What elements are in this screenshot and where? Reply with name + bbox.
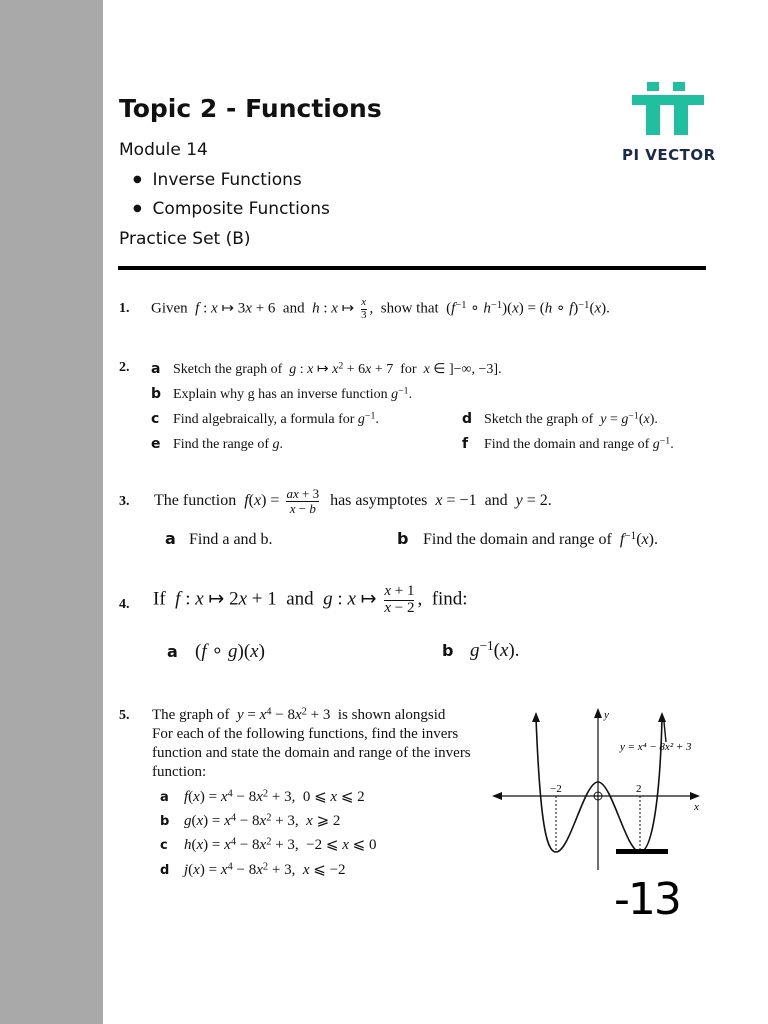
page-title: Topic 2 - Functions: [119, 94, 382, 123]
bullet-icon: ●: [133, 174, 142, 185]
question-2d: d Sketch the graph of $y = g^{-1}(x)$.: [462, 410, 658, 427]
y-axis-arrow-icon: [594, 708, 602, 718]
x-axis-arrow-left-icon: [492, 792, 502, 800]
left-margin-bar: [0, 0, 103, 1024]
question-number-5: 5.: [119, 708, 130, 723]
pi-vector-logo: [620, 80, 715, 170]
logo-mark-icon: [620, 80, 715, 140]
equation-label: y = x⁴ − 8x² + 3: [620, 741, 692, 753]
tick-label-neg: −2: [550, 783, 562, 795]
question-number-2: 2.: [119, 360, 130, 375]
handwritten-min-value: -13: [614, 874, 680, 925]
module-label: Module 14: [119, 140, 208, 160]
question-2f: f Find the domain and range of $g^{-1}$.: [462, 435, 674, 452]
question-4-text: If f : x ↦ 2x + 1 and g : x ↦ $\frac{x + 1}{x - 2}$ , find:: [153, 583, 468, 616]
question-4b: b $g^{-1}(x)$.: [442, 638, 520, 661]
x-axis-label: x: [694, 801, 699, 813]
x-axis-arrow-right-icon: [690, 792, 700, 800]
curve-arrow-left-icon: [532, 712, 540, 722]
tick-label-pos: 2: [636, 783, 642, 795]
equation-pointer: [664, 722, 666, 742]
question-2b: b Explain why g has an inverse function $g^{-1}$.: [151, 385, 413, 402]
question-number-1: 1.: [119, 301, 130, 316]
handwritten-min-bar: [616, 849, 668, 854]
curve-arrow-right-icon: [658, 712, 666, 722]
bullet-item-composite: ● Composite Functions: [133, 199, 330, 219]
question-3-text: The function f(x) = $\frac{ax + 3}{x - b}$ has asymptotes x = −1 and y = 2.: [154, 486, 552, 516]
question-5a: a $f(x) = x^4 - 8x^2 + 3$, 0 ⩽ x ⩽ 2: [160, 788, 365, 805]
question-2a: a Sketch the graph of g : x ↦ $x^2 + 6x + 7$ for x ∈ ]−∞, −3].: [151, 360, 502, 377]
question-2c: c Find algebraically, a formula for $g^{-1}$.: [151, 410, 379, 427]
bullet-icon: ●: [133, 203, 142, 214]
question-4a: a (f ∘ g)(x): [167, 641, 265, 662]
question-5c: c $h(x) = x^4 - 8x^2 + 3$, −2 ⩽ x ⩽ 0: [160, 836, 377, 853]
question-5b: b $g(x) = x^4 - 8x^2 + 3$, x ⩾ 2: [160, 812, 341, 829]
question-2e: e Find the range of g.: [151, 436, 284, 452]
question-1-text: Given f : x ↦ 3x + 6 and h : x ↦ $\frac{x}{3}$ , show that ($f^{-1}$ ∘ $h^{-1})(x) = (h$ ∘ f)$^{-1}$(x).: [151, 296, 610, 321]
question-3a: a Find a and b.: [165, 529, 273, 548]
logo-text: PI VECTOR: [622, 146, 716, 164]
question-3b: b Find the domain and range of $f^{-1}(x)$.: [397, 529, 658, 548]
practice-set-label: Practice Set (B): [119, 229, 251, 249]
question-5d: d $j(x) = x^4 - 8x^2 + 3$, x ⩽ −2: [160, 861, 346, 878]
bullet-item-inverse: ● Inverse Functions: [133, 170, 302, 190]
question-5-intro: The graph of $y = x^4 - 8x^2 + 3$ is shown alongsid For each of the following functions, find the invers function and state the domain and range of the invers function:: [152, 706, 471, 780]
y-axis-label: y: [604, 709, 609, 721]
header-divider: [118, 266, 706, 270]
question-number-3: 3.: [119, 494, 130, 509]
quartic-graph: [488, 700, 728, 930]
question-number-4: 4.: [119, 597, 130, 612]
